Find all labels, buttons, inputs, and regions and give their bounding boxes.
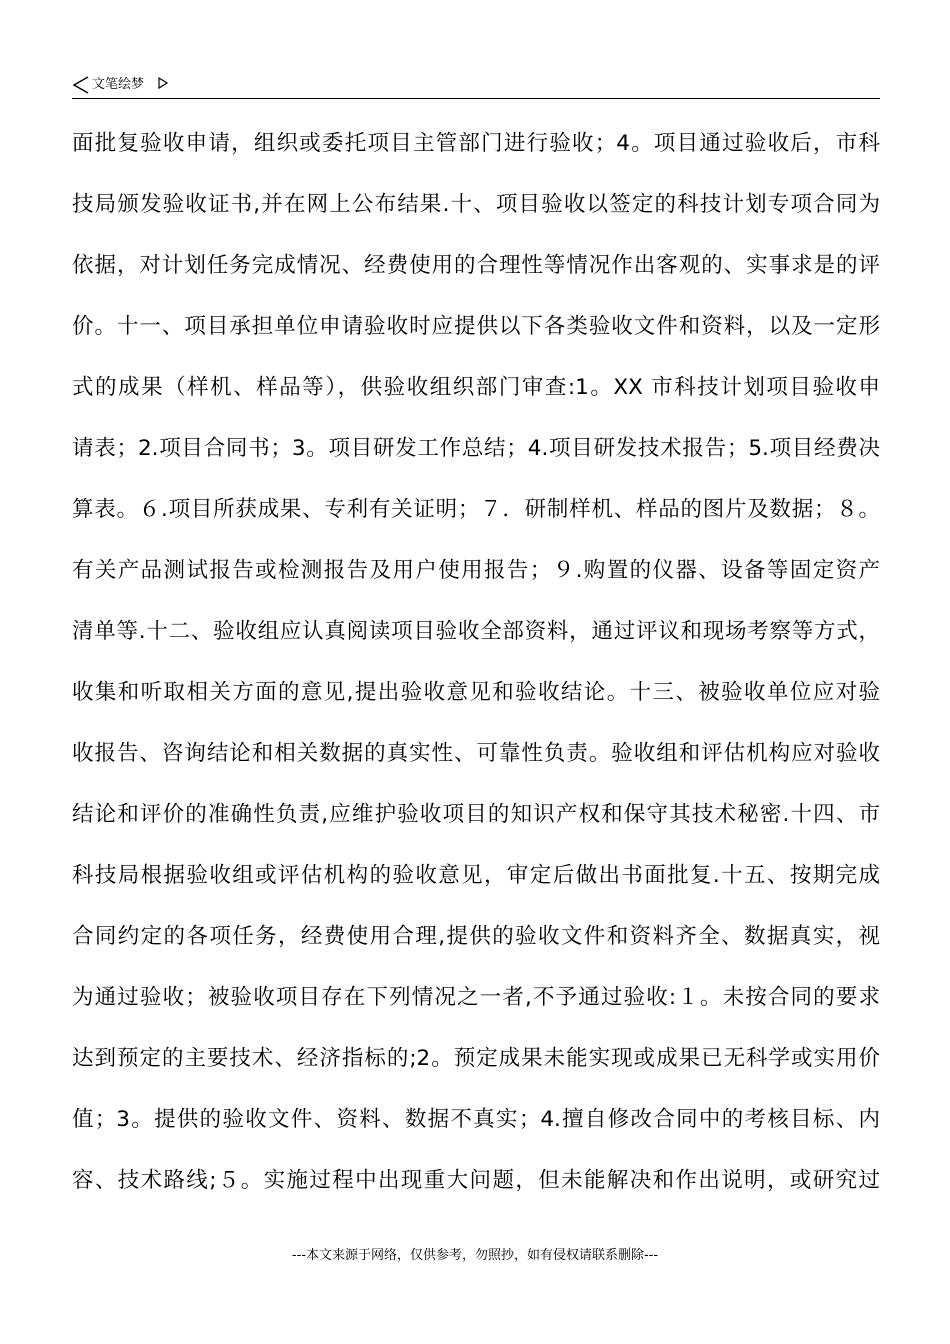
right-triangle-icon: [157, 75, 169, 89]
text-line: 合同约定的各项任务，经费使用合理,提供的验收文件和资料齐全、数据真实，视: [72, 924, 880, 949]
text-line: 收集和听取相关方面的意见,提出验收意见和验收结论。十三、被验收单位应对验: [72, 680, 880, 705]
text-line: 清单等.十二、验收组应认真阅读项目验收全部资料，通过评议和现场考察等方式，: [72, 619, 880, 644]
text-line: 技局颁发验收证书,并在网上公布结果.十、项目验收以签定的科技计划专项合同为: [72, 192, 880, 217]
text-line: 依据，对计划任务完成情况、经费使用的合理性等情况作出客观的、实事求是的评: [72, 253, 880, 278]
text-line: 容、技术路线;５。实施过程中出现重大问题，但未能解决和作出说明，或研究过: [72, 1168, 880, 1193]
page-footer: ---本文来源于网络，仅供参考，勿照抄，如有侵权请联系删除---: [291, 1248, 659, 1263]
header-divider: [72, 98, 880, 99]
left-triangle-icon: [72, 75, 90, 95]
text-line: 式的成果（样机、样品等），供验收组织部门审查:1。XX 市科技计划项目验收申: [72, 375, 880, 400]
text-line: 有关产品测试报告或检测报告及用户使用报告；９.购置的仪器、设备等固定资产: [72, 558, 880, 583]
text-line: 收报告、咨询结论和相关数据的真实性、可靠性负责。验收组和评估机构应对验收: [72, 741, 880, 766]
text-line: 达到预定的主要技术、经济指标的;2。预定成果未能实现或成果已无科学或实用价: [72, 1046, 880, 1071]
text-line: 价。十一、项目承担单位申请验收时应提供以下各类验收文件和资料，以及一定形: [72, 314, 880, 339]
text-line: 算表。６.项目所获成果、专利有关证明；７．研制样机、样品的图片及数据；８。: [72, 497, 880, 522]
text-line: 结论和评价的准确性负责,应维护验收项目的知识产权和保守其技术秘密.十四、市: [72, 802, 880, 827]
text-line: 科技局根据验收组或评估机构的验收意见，审定后做出书面批复.十五、按期完成: [72, 863, 880, 888]
text-line: 为通过验收；被验收项目存在下列情况之一者,不予通过验收:１。未按合同的要求: [72, 985, 880, 1010]
page-header: [72, 74, 880, 98]
text-line: 值；3。提供的验收文件、资料、数据不真实；4.擅自修改合同中的考核目标、内: [72, 1107, 880, 1132]
header-title: 文笔绘梦: [92, 77, 145, 92]
document-body: [72, 124, 880, 1222]
text-line: 请表；2.项目合同书；3。项目研发工作总结；4.项目研发技术报告；5.项目经费决: [72, 436, 880, 461]
text-line: 面批复验收申请，组织或委托项目主管部门进行验收；4。项目通过验收后，市科: [72, 131, 880, 156]
